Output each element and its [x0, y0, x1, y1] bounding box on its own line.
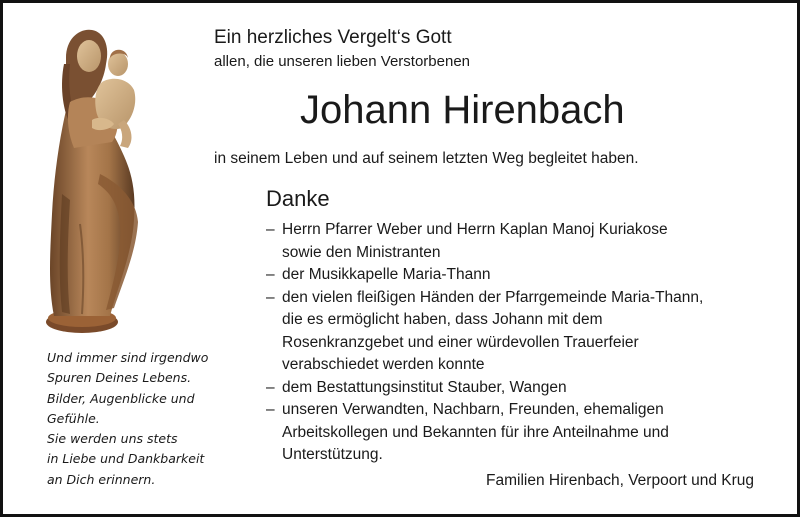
thanks-line-text: die es ermöglicht haben, dass Johann mit dem	[282, 311, 603, 328]
poem-line: Gefühle.	[47, 410, 100, 426]
poem-line: Bilder, Augenblicke und	[47, 390, 195, 406]
list-dash: –	[266, 401, 275, 418]
poem-line: Spuren Deines Lebens.	[47, 370, 192, 386]
thanks-line-text: verabschiedet werden konnte	[282, 356, 485, 373]
thanks-line	[266, 399, 703, 422]
thanks-line-text: dem Bestattungsinstitut Stauber, Wangen	[282, 378, 567, 396]
list-dash: –	[266, 378, 275, 396]
header-greeting: Ein herzliches Vergelt‘s Gott	[214, 27, 452, 48]
thanks-line	[266, 377, 703, 400]
thanks-heading: Danke	[266, 186, 330, 211]
thanks-line	[266, 444, 703, 467]
thanks-line	[266, 242, 703, 265]
header-subline: allen, die unseren lieben Verstorbenen	[214, 53, 471, 70]
poem-line: in Liebe und Dankbarkeit	[47, 451, 205, 467]
list-dash: –	[266, 288, 275, 306]
thanks-line-text: Rosenkranzgebet und einer würdevollen Trauerfeier	[282, 333, 639, 351]
thanks-line-text: unseren Verwandten, Nachbarn, Freunden, ehemaligen	[282, 401, 664, 418]
thanks-line-text: sowie den Ministranten	[282, 243, 441, 261]
intro-text: in seinem Leben und auf seinem letzten Weg begleitet haben.	[214, 150, 639, 167]
thanks-list	[266, 219, 703, 467]
poem-line: Sie werden uns stets	[47, 431, 178, 447]
madonna-statue-image	[40, 24, 175, 336]
thanks-line-text: der Musikkapelle Maria-Thann	[282, 266, 491, 283]
poem-line: Und immer sind irgendwo	[47, 350, 209, 365]
list-dash: –	[266, 266, 275, 283]
thanks-line-text: Herrn Pfarrer Weber und Herrn Kaplan Manoj Kuriakose	[282, 221, 668, 238]
thanks-line-text: Arbeitskollegen und Bekannten für ihre Anteilnahme und	[282, 423, 669, 441]
thanks-line-text: Unterstützung.	[282, 446, 383, 463]
deceased-name: Johann Hirenbach	[300, 88, 625, 132]
thanks-line-text: den vielen fleißigen Händen der Pfarrgemeinde Maria-Thann,	[282, 288, 704, 306]
poem-line: an Dich erinnern.	[47, 471, 156, 487]
thanks-line	[266, 309, 703, 332]
thanks-line	[266, 422, 703, 445]
thanks-line	[266, 219, 703, 242]
thanks-line	[266, 354, 703, 377]
family-signature: Familien Hirenbach, Verpoort und Krug	[486, 472, 754, 489]
thanks-line	[266, 287, 703, 310]
list-dash: –	[266, 221, 275, 238]
memorial-poem	[47, 348, 208, 490]
thanks-line	[266, 332, 703, 355]
thanks-line	[266, 264, 703, 287]
